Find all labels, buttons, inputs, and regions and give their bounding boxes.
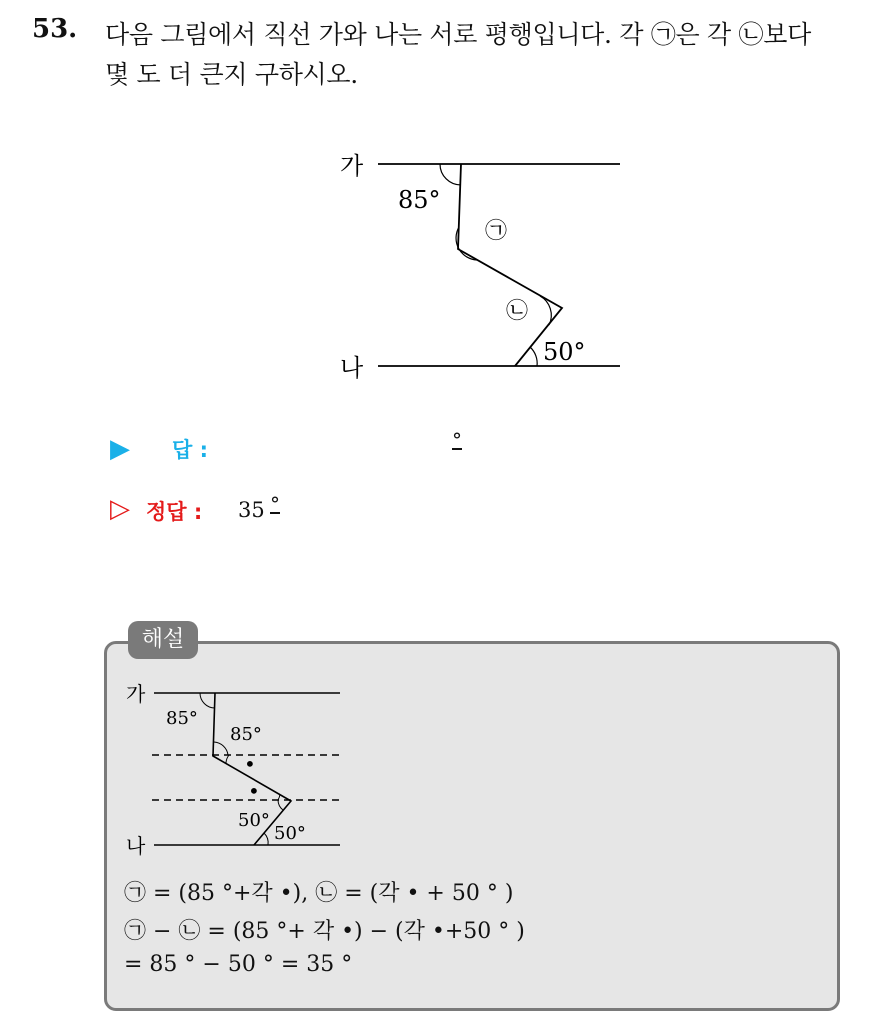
angle-a-label: ㉠ <box>485 219 508 244</box>
sol-arc-85-top <box>200 693 215 708</box>
sol-angle-50-mid: 50° <box>238 810 270 831</box>
sol-label-na: 나 <box>126 834 146 858</box>
sol-angle-50-bot: 50° <box>274 823 306 844</box>
sol-arc-50-bot <box>264 833 268 845</box>
sol-angle-85-mid: 85° <box>230 724 262 745</box>
main-figure <box>330 140 650 390</box>
question-text-line1: 다음 그림에서 직선 가와 나는 서로 평행입니다. 각 ㉠은 각 ㉡보다 <box>105 20 811 49</box>
sol-dot-2: • <box>248 779 260 803</box>
angle-85-label: 85° <box>398 186 441 214</box>
answer-label: 답 : <box>172 438 208 462</box>
sol-arc-50-mid <box>278 800 283 810</box>
arc-50 <box>530 347 537 366</box>
correct-value: 35 <box>238 498 265 522</box>
sol-arc-85-mid <box>214 742 228 755</box>
solution-figure <box>118 676 358 866</box>
label-na: 나 <box>340 354 364 382</box>
solution-equation-1: ㉠ = (85 °+각 •), ㉡ = (각 • + 50 ° ) <box>124 881 514 906</box>
arc-85 <box>440 164 461 185</box>
answer-marker-icon: ▶ <box>110 434 130 464</box>
zigzag-line <box>458 164 562 366</box>
correct-unit: ° <box>270 492 280 516</box>
label-ga: 가 <box>340 152 364 180</box>
sol-dot-1: • <box>244 752 256 776</box>
correct-marker-icon: ▷ <box>110 494 130 524</box>
question-number: 53. <box>32 14 78 44</box>
sol-arc-dot-1 <box>226 755 229 764</box>
solution-equation-2: ㉠ − ㉡ = (85 °+ 각 •) − (각 •+50 ° ) <box>124 919 525 944</box>
question-text-line2: 몇 도 더 큰지 구하시오. <box>105 60 358 89</box>
angle-50-label: 50° <box>543 338 586 366</box>
angle-b-label: ㉡ <box>506 299 529 324</box>
correct-label: 정답 : <box>146 500 203 524</box>
answer-unit[interactable]: ° <box>452 428 462 452</box>
sol-angle-85-top: 85° <box>166 708 198 729</box>
solution-tab: 해설 <box>128 621 198 659</box>
solution-equation-3: = 85 ° − 50 ° = 35 ° <box>124 952 353 977</box>
sol-label-ga: 가 <box>126 682 146 706</box>
